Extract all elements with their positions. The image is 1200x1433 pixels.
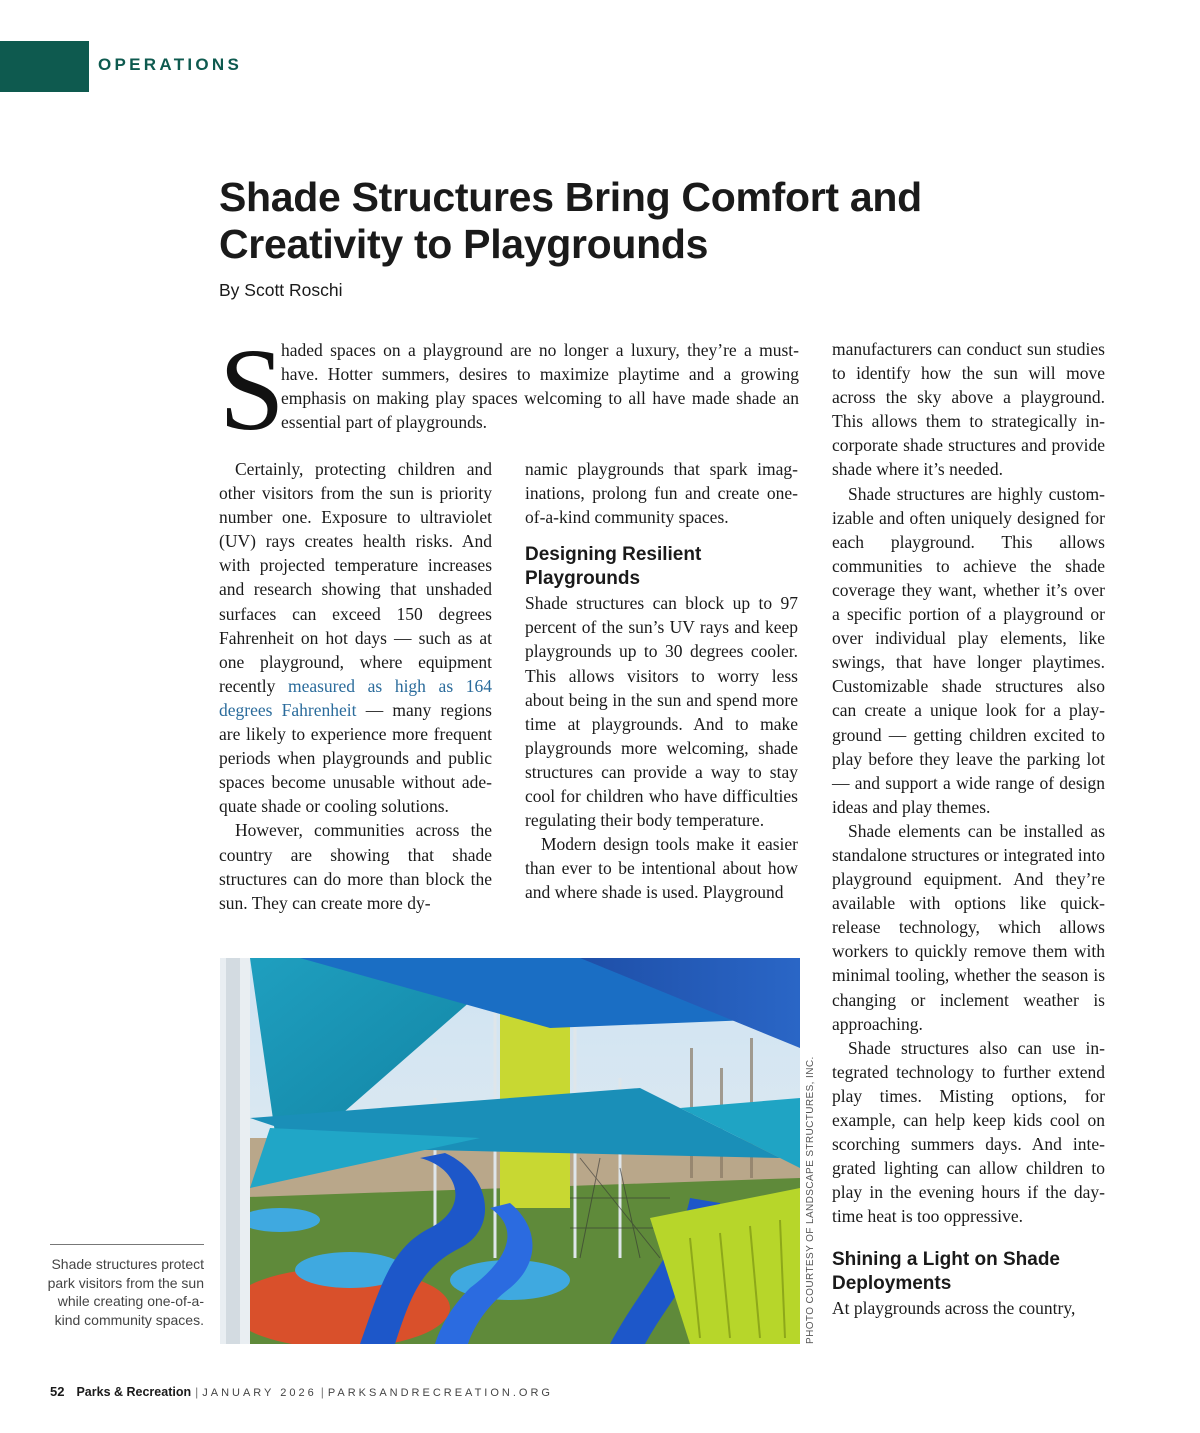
- column-1: [219, 457, 492, 915]
- paragraph: Shade structures also can use integrated technology to further extend play times. Misting options, for example, can help keep kids cool on scorching summers days. And integrated lighting can allow children to play in the evening hours if the daytime heat is too oppressive.: [832, 1037, 1105, 1227]
- page-number: 52: [50, 1384, 65, 1399]
- column-2: [525, 457, 798, 905]
- lead-paragraph: [219, 324, 799, 455]
- paragraph: Shade structures are highly customizable and often uniquely designed for each playground. This allows communities to achieve the shade coverage they want, whether it’s over a specific portion of a playground or over individual play elements, like swings, that have longer playtimes. Customizable shade structures also can create a unique look for a playground — getting children excited to play before they leave the parking lot — and support a wide range of design ideas and play themes.: [832, 483, 1105, 817]
- photo-credit: PHOTO COURTESY OF LANDSCAPE STRUCTURES, INC.: [805, 1056, 816, 1344]
- website: PARKSANDRECREATION.ORG: [327, 1387, 553, 1399]
- paragraph: Shade structures can block up to 97 percent of the sun’s UV rays and keep playgrounds up to 30 degrees cooler. This allows visitors to worry less about being in the sun and spend more time at playgrounds. And to make playgrounds more welcoming, shade structures can provide a way to stay cool for children who have difficulties regulating their body temperature.: [525, 593, 798, 831]
- section-color-bar: [0, 41, 89, 92]
- paragraph-text: Certainly, protecting children and other visitors from the sun is priority number one. Exposure to ultraviolet (UV) rays creates health risks. And with projected temperature increases and research showing that unshaded surfaces can exceed 150 degrees Fahrenheit on hot days — such as at one playground, where equipment recently: [219, 459, 492, 696]
- column-3: [832, 337, 1105, 1321]
- playground-photo: [220, 958, 800, 1344]
- paragraph: Shade elements can be installed as standalone structures or integrated into playground equipment. And they’re available with options like quick-release technology, which allows workers to quickly remove them with minimal tooling, whether the season is changing or inclement weather is approaching.: [832, 820, 1105, 1034]
- subheading-designing-resilient-playgrounds: Designing Resilient Playgrounds: [525, 544, 702, 590]
- source-link[interactable]: measured as high as 164 degrees Fahrenheit: [219, 675, 492, 720]
- section-label: OPERATIONS: [98, 55, 243, 74]
- paragraph: Modern design tools make it easier than ever to be intentional about how and where shade is used. Playground: [525, 834, 798, 903]
- paragraph: However, communities across the country are showing that shade structures can do more than block the sun. They can create more dy-: [219, 820, 492, 913]
- paragraph: namic playgrounds that spark imaginations, prolong fun and create one-of-a-kind community spaces.: [525, 459, 798, 528]
- photo-caption: Shade structures protect park visitors from the sun while creating one-of-a-kind community spaces.: [47, 1256, 204, 1328]
- paragraph: manufacturers can conduct sun studies to identify how the sun will move across the sky above a playground. This allows them to strategically incorporate shade structures and provide shade where it’s needed.: [832, 339, 1105, 480]
- footer-separator: |: [320, 1385, 324, 1399]
- paragraph: At playgrounds across the country,: [832, 1298, 1076, 1319]
- article-title: Shade Structures Bring Comfort and Creativity to Playgrounds: [219, 174, 922, 267]
- paragraph: [219, 457, 492, 818]
- footer-separator: |: [195, 1385, 199, 1399]
- paragraph-text: — many regions are likely to experience more frequent periods when playgrounds and public spaces become unusable without adequate shade or cooling solutions.: [219, 699, 492, 817]
- lead-text: haded spaces on a playground are no longer a luxury, they’re a must-have. Hotter summers, desires to maximize playtime and a growing emphasis on making play spaces welcoming to all have made shade an essential part of playgrounds.: [281, 340, 799, 432]
- subheading-shining-a-light: Shining a Light on Shade Deployments: [832, 1249, 1060, 1295]
- magazine-name: Parks & Recreation: [76, 1385, 192, 1399]
- issue-date: JANUARY 2026: [202, 1387, 317, 1399]
- byline: By Scott Roschi: [219, 280, 343, 300]
- page-footer: [50, 1384, 553, 1399]
- drop-cap: S: [219, 324, 285, 455]
- caption-divider: [50, 1244, 204, 1245]
